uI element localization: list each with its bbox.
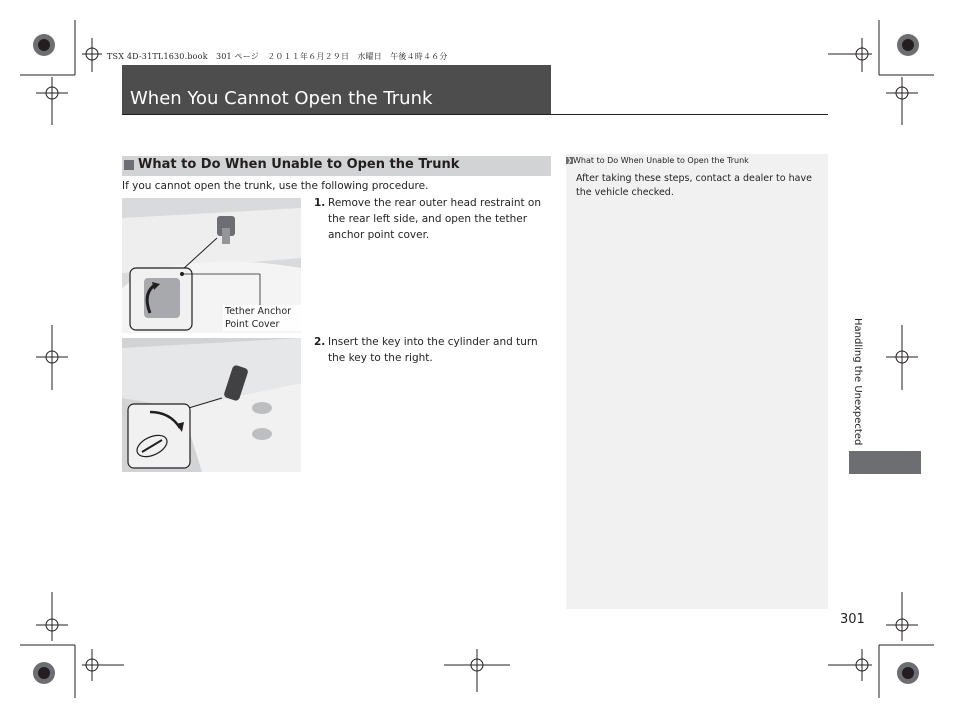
figure-key-cylinder [122, 338, 301, 472]
print-header: TSX 4D-31TL1630.book 301 ページ ２０１１年６月２９日 水曜日 午後４時４６分 [107, 52, 448, 61]
step-1-number: 1. [314, 197, 326, 209]
step-2 [314, 334, 552, 366]
page-title: When You Cannot Open the Trunk [130, 88, 433, 109]
page-number: 301 [840, 612, 865, 627]
chapter-tab-label: Handling the Unexpected [852, 318, 863, 446]
sidebar-note-panel [566, 154, 828, 609]
title-rule [122, 114, 828, 115]
step-1 [314, 195, 552, 243]
intro-text: If you cannot open the trunk, use the following procedure. [122, 180, 429, 192]
tether-anchor-label: Tether Anchor Point Cover [223, 305, 301, 331]
step-2-number: 2. [314, 336, 326, 348]
section-title: What to Do When Unable to Open the Trunk [138, 157, 460, 172]
sidebar-note-title-text: What to Do When Unable to Open the Trunk [573, 156, 749, 165]
sidebar-note-title [566, 156, 749, 165]
sidebar-note-body: After taking these steps, contact a dealer to have the vehicle checked. [576, 173, 812, 198]
figure-tether-anchor-cover [122, 198, 301, 333]
step-1-text: Remove the rear outer head restraint on the rear left side, and open the tether anchor point cover. [328, 197, 542, 241]
step-2-text: Insert the key into the cylinder and turn the key to the right. [328, 336, 538, 364]
note-arrow-icon: ❯ [566, 157, 573, 164]
key-cylinder-illustration [122, 338, 301, 472]
section-marker-icon [124, 160, 134, 170]
chapter-tab [849, 451, 921, 474]
